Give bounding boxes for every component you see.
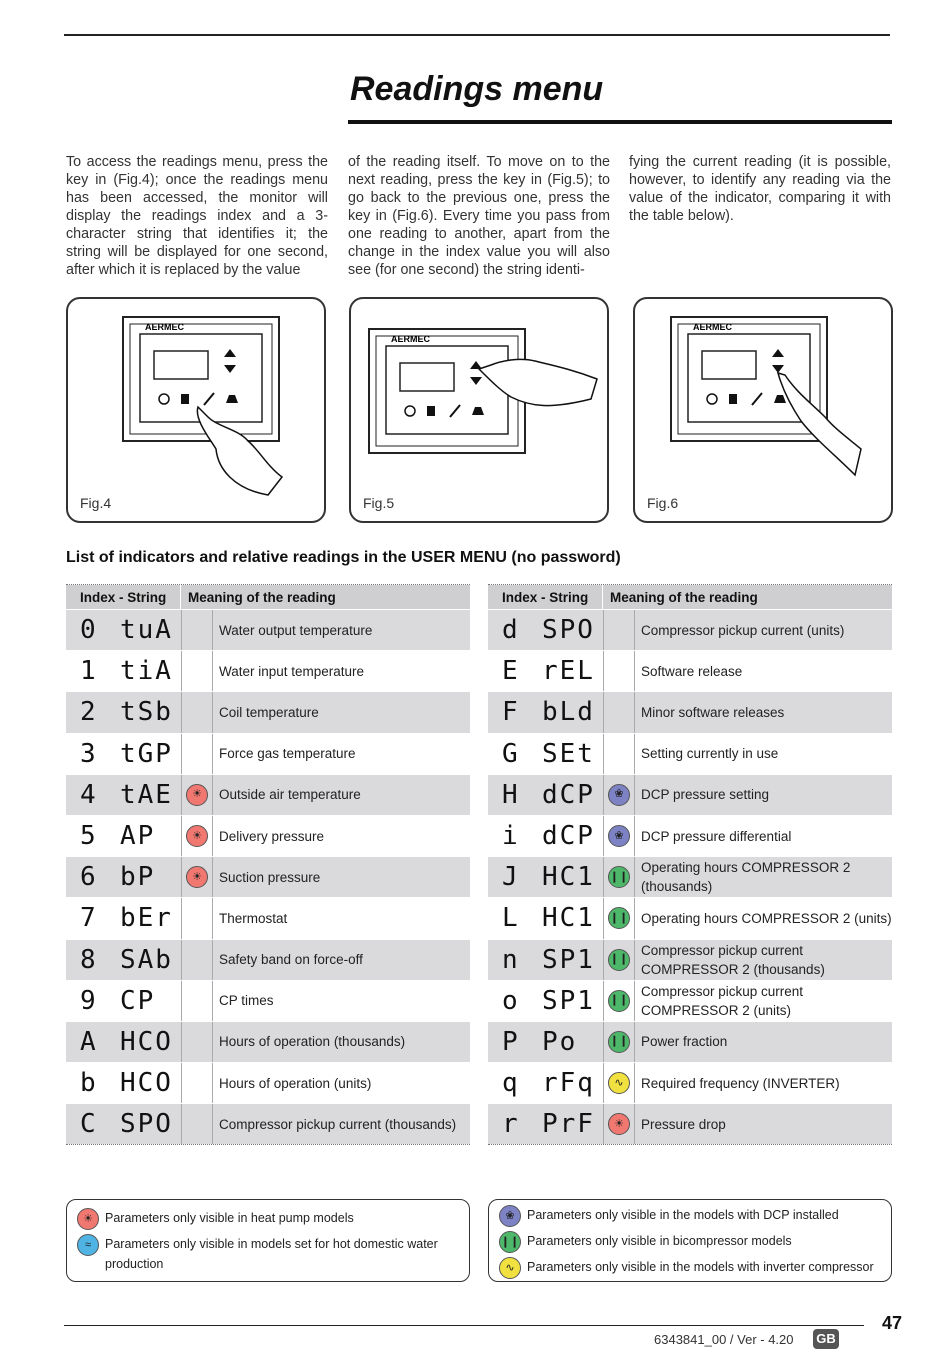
display-index: A	[80, 1026, 96, 1057]
display-string: bEr	[120, 903, 173, 934]
display-string: SP1	[542, 944, 595, 975]
display-index: 3	[80, 738, 96, 769]
display-string: SAb	[120, 944, 173, 975]
meaning-cell: Compressor pickup current COMPRESSOR 2 (thousands)	[641, 942, 825, 977]
table-row	[488, 691, 892, 732]
index-string-cell	[488, 1104, 603, 1144]
display-index: d	[502, 615, 518, 646]
table-row	[66, 1103, 470, 1144]
index-string-cell	[66, 734, 181, 774]
model-icon-cell	[181, 610, 213, 650]
table-row	[66, 733, 470, 774]
legend-text: Parameters only visible in the models with DCP installed	[527, 1208, 839, 1222]
meaning-cell: DCP pressure setting	[641, 787, 770, 803]
dcp-fan-icon: ❀	[608, 784, 630, 806]
legend-item	[77, 1234, 459, 1274]
meaning-cell: Minor software releases	[641, 704, 785, 720]
model-icon-cell	[181, 651, 213, 691]
display-index: o	[502, 985, 518, 1016]
index-string-cell	[488, 816, 603, 856]
display-string: HC1	[542, 903, 595, 934]
table-row	[488, 1021, 892, 1062]
intro-column-1: To access the readings menu, press the key in (Fig.4); once the readings menu has been accessed, the monitor will display the readings index and a 3-character string that identifies it; the string will be displayed for one second, after which it is replaced by the value	[66, 154, 328, 278]
table-row	[488, 815, 892, 856]
meaning-cell: Suction pressure	[219, 869, 321, 885]
meaning-cell: Operating hours COMPRESSOR 2 (units)	[641, 910, 892, 926]
index-string-cell	[66, 816, 181, 856]
table-row	[488, 733, 892, 774]
model-icon-cell	[603, 610, 635, 650]
index-string-cell	[66, 898, 181, 938]
bicompressor-icon: ❙❙	[608, 907, 630, 929]
index-string-cell	[66, 1063, 181, 1103]
model-icon-cell	[603, 940, 635, 980]
table-row	[488, 1103, 892, 1144]
table-row	[488, 1062, 892, 1103]
meaning-cell: Compressor pickup current COMPRESSOR 2 (units)	[641, 983, 804, 1018]
meaning-cell: Coil temperature	[219, 704, 319, 720]
indicator-table-right	[488, 584, 892, 1145]
table-row	[66, 1062, 470, 1103]
display-string: tiA	[120, 656, 173, 687]
display-string: AP	[120, 821, 156, 852]
table-header	[488, 585, 892, 609]
meaning-cell: Water input temperature	[219, 663, 365, 679]
legend-right	[488, 1199, 892, 1282]
bicompressor-icon: ❙❙	[608, 866, 630, 888]
meaning-cell: Hours of operation (thousands)	[219, 1034, 406, 1050]
title-underline	[348, 120, 892, 124]
table-row	[66, 1021, 470, 1062]
display-string: rEL	[542, 656, 595, 687]
header-index-string: Index - String	[488, 585, 603, 609]
page-number: 47	[882, 1313, 903, 1333]
header-index-string: Index - String	[66, 585, 181, 609]
meaning-cell: Safety band on force-off	[219, 952, 363, 968]
index-string-cell	[66, 1104, 181, 1144]
index-string-cell	[66, 981, 181, 1021]
hot-water-icon: ≈	[77, 1234, 99, 1256]
display-string: SEt	[542, 738, 595, 769]
display-index: n	[502, 944, 518, 975]
heat-pump-icon: ☀	[608, 1113, 630, 1135]
intro-column-2: of the reading itself. To move on to the next reading, press the key in (Fig.5); to go back to the previous one, press the key in (Fig.6). Every time you pass from one reading to another, apart from the change in the index value you will also see (for one second) the string identi-	[348, 154, 610, 278]
figure-5-label: Fig.5	[363, 495, 395, 511]
legend-item	[499, 1205, 881, 1227]
index-string-cell	[66, 775, 181, 815]
meaning-cell: Software release	[641, 663, 743, 679]
table-row	[488, 650, 892, 691]
model-icon-cell	[181, 981, 213, 1021]
table-row	[66, 774, 470, 815]
top-rule	[64, 34, 890, 36]
display-string: dCP	[542, 779, 595, 810]
index-string-cell	[66, 940, 181, 980]
model-icon-cell	[603, 1022, 635, 1062]
table-row	[66, 939, 470, 980]
page-title: Readings menu	[350, 70, 604, 108]
index-string-cell	[66, 1022, 181, 1062]
heat-pump-icon: ☀	[77, 1208, 99, 1230]
display-index: 6	[80, 862, 96, 893]
model-icon-cell	[181, 857, 213, 897]
display-index: 9	[80, 985, 96, 1016]
display-index: H	[502, 779, 518, 810]
table-row	[488, 609, 892, 650]
index-string-cell	[488, 610, 603, 650]
display-index: r	[502, 1109, 518, 1140]
display-index: i	[502, 821, 518, 852]
model-icon-cell	[603, 981, 635, 1021]
document-version: 6343841_00 / Ver - 4.20	[654, 1332, 794, 1347]
panel-illustration	[635, 299, 891, 521]
figure-6-label: Fig.6	[647, 495, 679, 511]
bicompressor-icon: ❙❙	[499, 1231, 521, 1253]
meaning-cell: Thermostat	[219, 910, 288, 926]
meaning-cell: Setting currently in use	[641, 746, 779, 762]
brand-logo: AERMEC	[391, 334, 431, 344]
dcp-fan-icon: ❀	[608, 825, 630, 847]
table-row	[66, 650, 470, 691]
meaning-cell: Outside air temperature	[219, 787, 361, 803]
display-string: tSb	[120, 697, 173, 728]
legend-text: Parameters only visible in heat pump models	[105, 1211, 354, 1225]
model-icon-cell	[181, 816, 213, 856]
meaning-cell: Power fraction	[641, 1034, 728, 1050]
language-badge: GB	[813, 1329, 839, 1349]
table-header	[66, 585, 470, 609]
model-icon-cell	[181, 692, 213, 732]
index-string-cell	[66, 692, 181, 732]
panel-illustration	[68, 299, 324, 521]
legend-item	[499, 1257, 881, 1279]
display-string: bP	[120, 862, 156, 893]
figure-6	[633, 297, 893, 523]
table-row	[66, 980, 470, 1021]
display-string: HC1	[542, 862, 595, 893]
table-row	[66, 609, 470, 650]
index-string-cell	[488, 898, 603, 938]
inverter-icon: ∿	[608, 1072, 630, 1094]
index-string-cell	[488, 734, 603, 774]
display-index: J	[502, 862, 518, 893]
model-icon-cell	[603, 1104, 635, 1144]
meaning-cell: Water output temperature	[219, 622, 373, 638]
bicompressor-icon: ❙❙	[608, 1031, 630, 1053]
display-index: L	[502, 903, 518, 934]
intro-column-3: fying the current reading (it is possible, however, to identify any reading via the value of the indicator, comparing it with the table below).	[629, 154, 891, 224]
model-icon-cell	[603, 816, 635, 856]
header-meaning: Meaning of the reading	[188, 590, 336, 605]
dcp-fan-icon: ❀	[499, 1205, 521, 1227]
display-string: PrF	[542, 1109, 595, 1140]
display-index: F	[502, 697, 518, 728]
display-string: HCO	[120, 1068, 173, 1099]
display-string: SP1	[542, 985, 595, 1016]
bicompressor-icon: ❙❙	[608, 949, 630, 971]
display-string: bLd	[542, 697, 595, 728]
table-row	[488, 774, 892, 815]
bicompressor-icon: ❙❙	[608, 990, 630, 1012]
display-string: tuA	[120, 615, 173, 646]
legend-left	[66, 1199, 470, 1282]
header-meaning: Meaning of the reading	[610, 590, 758, 605]
model-icon-cell	[181, 940, 213, 980]
display-string: tGP	[120, 738, 173, 769]
heat-pump-icon: ☀	[186, 784, 208, 806]
legend-text: Parameters only visible in models set for hot domestic water production	[105, 1237, 438, 1271]
display-index: G	[502, 738, 518, 769]
index-string-cell	[66, 610, 181, 650]
meaning-cell: Compressor pickup current (thousands)	[219, 1116, 457, 1132]
model-icon-cell	[181, 1104, 213, 1144]
index-string-cell	[488, 651, 603, 691]
model-icon-cell	[603, 857, 635, 897]
section-title: List of indicators and relative readings in the USER MENU (no password)	[66, 549, 621, 566]
table-row	[66, 897, 470, 938]
table-row	[66, 691, 470, 732]
model-icon-cell	[603, 651, 635, 691]
brand-logo: AERMEC	[145, 322, 185, 332]
table-row	[66, 856, 470, 897]
display-index: 7	[80, 903, 96, 934]
display-index: P	[502, 1026, 518, 1057]
heat-pump-icon: ☀	[186, 866, 208, 888]
model-icon-cell	[603, 898, 635, 938]
legend-text: Parameters only visible in bicompressor models	[527, 1234, 792, 1248]
inverter-icon: ∿	[499, 1257, 521, 1279]
meaning-cell: Hours of operation (units)	[219, 1075, 372, 1091]
meaning-cell: Compressor pickup current (units)	[641, 622, 845, 638]
table-row	[488, 897, 892, 938]
display-string: rFq	[542, 1068, 595, 1099]
meaning-cell: Force gas temperature	[219, 746, 356, 762]
index-string-cell	[66, 857, 181, 897]
display-string: tAE	[120, 779, 173, 810]
model-icon-cell	[181, 1022, 213, 1062]
model-icon-cell	[181, 775, 213, 815]
meaning-cell: Required frequency (INVERTER)	[641, 1075, 840, 1091]
indicator-table-left	[66, 584, 470, 1145]
table-row	[488, 939, 892, 980]
table-row	[488, 980, 892, 1021]
display-string: SPO	[542, 615, 595, 646]
table-row	[488, 856, 892, 897]
display-index: 2	[80, 697, 96, 728]
figure-4-label: Fig.4	[80, 495, 112, 511]
display-index: 0	[80, 615, 96, 646]
index-string-cell	[488, 857, 603, 897]
legend-item	[499, 1231, 881, 1253]
display-index: b	[80, 1068, 96, 1099]
model-icon-cell	[603, 1063, 635, 1103]
display-string: Po	[542, 1026, 578, 1057]
display-string: SPO	[120, 1109, 173, 1140]
figure-4	[66, 297, 326, 523]
table-row	[66, 815, 470, 856]
model-icon-cell	[603, 692, 635, 732]
model-icon-cell	[181, 734, 213, 774]
index-string-cell	[66, 651, 181, 691]
bottom-rule	[64, 1325, 864, 1326]
heat-pump-icon: ☀	[186, 825, 208, 847]
display-index: q	[502, 1068, 518, 1099]
display-index: 5	[80, 821, 96, 852]
panel-illustration	[351, 299, 607, 521]
meaning-cell: Delivery pressure	[219, 828, 325, 844]
meaning-cell: Operating hours COMPRESSOR 2 (thousands)	[641, 860, 851, 895]
model-icon-cell	[181, 898, 213, 938]
display-index: 8	[80, 944, 96, 975]
display-index: C	[80, 1109, 96, 1140]
display-index: 4	[80, 779, 96, 810]
display-string: CP	[120, 985, 156, 1016]
model-icon-cell	[181, 1063, 213, 1103]
meaning-cell: DCP pressure differential	[641, 828, 792, 844]
meaning-cell: Pressure drop	[641, 1116, 726, 1132]
index-string-cell	[488, 1022, 603, 1062]
display-index: E	[502, 656, 518, 687]
meaning-cell: CP times	[219, 993, 274, 1009]
index-string-cell	[488, 1063, 603, 1103]
display-index: 1	[80, 656, 96, 687]
index-string-cell	[488, 692, 603, 732]
index-string-cell	[488, 981, 603, 1021]
index-string-cell	[488, 775, 603, 815]
legend-text: Parameters only visible in the models with inverter compressor	[527, 1260, 874, 1274]
display-string: dCP	[542, 821, 595, 852]
model-icon-cell	[603, 775, 635, 815]
display-string: HCO	[120, 1026, 173, 1057]
index-string-cell	[488, 940, 603, 980]
brand-logo: AERMEC	[693, 322, 733, 332]
legend-item	[77, 1208, 459, 1230]
figure-5	[349, 297, 609, 523]
model-icon-cell	[603, 734, 635, 774]
